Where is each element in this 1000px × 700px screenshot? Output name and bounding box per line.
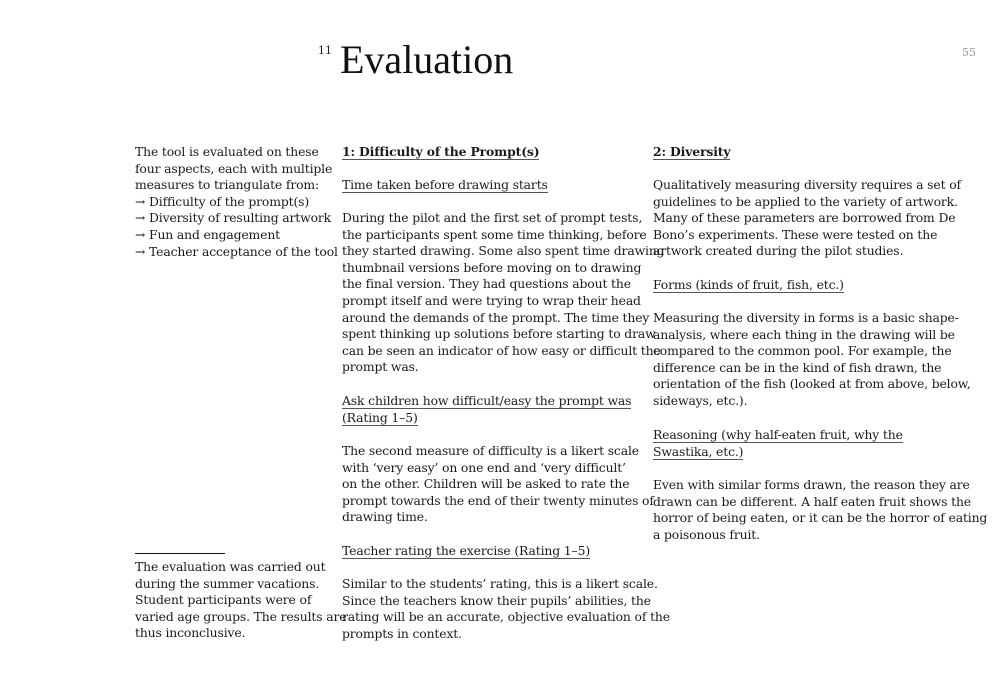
text-line: can be seen an indicator of how easy or difficult the <box>342 342 661 358</box>
text-line: drawing time. <box>342 509 428 525</box>
footnote-divider <box>135 553 225 554</box>
diversity-heading <box>653 144 730 161</box>
text-line: during the summer vacations. <box>135 575 320 591</box>
text-line: horror of being eaten, or it can be the horror of eating <box>653 510 988 526</box>
text-line: guidelines to be applied to the variety of artwork. <box>653 193 958 209</box>
section-heading: 2: Diversity <box>653 144 731 159</box>
text-line: orientation of the fish (looked at from above, below, <box>653 376 971 392</box>
text-line: The tool is evaluated on these <box>135 144 319 159</box>
page-title: Evaluation <box>340 37 514 82</box>
text-line: with ‘very easy’ on one end and ‘very difficult’ <box>342 459 626 475</box>
subheading-line: Reasoning (why half-eaten fruit, why the <box>653 427 903 442</box>
section-heading: 1: Difficulty of the Prompt(s) <box>342 144 540 159</box>
difficulty-heading <box>342 144 539 161</box>
time-subheading <box>342 177 548 194</box>
text-line: sideways, etc.). <box>653 392 748 408</box>
ask-subheading <box>342 393 631 426</box>
time-paragraph <box>342 210 664 376</box>
text-line: artwork created during the pilot studies. <box>653 243 904 259</box>
list-item: → Difficulty of the prompt(s) <box>135 193 310 209</box>
subheading: Forms (kinds of fruit, fish, etc.) <box>653 277 844 292</box>
text-line: Since the teachers know their pupils’ abilities, the <box>342 592 651 608</box>
text-line: Measuring the diversity in forms is a basic shape- <box>653 310 959 325</box>
subheading: Teacher rating the exercise (Rating 1–5) <box>342 543 591 558</box>
text-line: the participants spent some time thinking, before <box>342 226 647 242</box>
text-line: the final version. They had questions about the <box>342 276 631 292</box>
intro-text <box>135 144 338 260</box>
text-line: four aspects, each with multiple <box>135 160 333 176</box>
text-line: Qualitatively measuring diversity requires a set of <box>653 177 961 192</box>
text-line: Even with similar forms drawn, the reason they are <box>653 477 970 492</box>
text-line: varied age groups. The results are <box>135 608 347 624</box>
list-item: → Fun and engagement <box>135 226 280 242</box>
text-line: on the other. Children will be asked to rate the <box>342 476 630 492</box>
subheading-line: (Rating 1–5) <box>342 409 418 425</box>
text-line: The evaluation was carried out <box>135 559 326 574</box>
text-line: analysis, where each thing in the drawing will be <box>653 326 955 342</box>
list-item: → Teacher acceptance of the tool <box>135 243 338 259</box>
text-line: measures to triangulate from: <box>135 177 320 193</box>
reasoning-subheading <box>653 427 903 460</box>
reasoning-paragraph <box>653 477 987 543</box>
text-line: thus inconclusive. <box>135 625 246 641</box>
forms-subheading <box>653 277 844 294</box>
text-line: During the pilot and the first set of prompt tests, <box>342 210 643 225</box>
subheading: Time taken before drawing starts <box>342 177 548 192</box>
text-line: Many of these parameters are borrowed from De <box>653 210 956 226</box>
subheading-line: Swastika, etc.) <box>653 443 744 459</box>
list-item: → Diversity of resulting artwork <box>135 210 332 226</box>
teacher-paragraph <box>342 576 670 642</box>
page-number: 55 <box>962 46 976 59</box>
text-line: The second measure of difficulty is a likert scale <box>342 443 639 458</box>
text-line: compared to the common pool. For example, the <box>653 343 952 359</box>
subheading-line: Ask children how difficult/easy the prompt was <box>342 393 632 408</box>
text-line: Student participants were of <box>135 592 312 608</box>
diversity-intro <box>653 177 961 260</box>
text-line: prompt was. <box>342 359 419 375</box>
chapter-number: 11 <box>318 44 332 57</box>
text-line: a poisonous fruit. <box>653 526 760 542</box>
text-line: spent thinking up solutions before starting to draw <box>342 326 656 342</box>
text-line: Similar to the students’ rating, this is a likert scale. <box>342 576 658 591</box>
footnote-text <box>135 559 346 642</box>
forms-paragraph <box>653 310 971 410</box>
text-line: around the demands of the prompt. The time they <box>342 309 650 325</box>
text-line: prompt towards the end of their twenty minutes of <box>342 492 654 508</box>
ask-paragraph <box>342 443 654 526</box>
text-line: prompts in context. <box>342 625 462 641</box>
text-line: they started drawing. Some also spent time drawing <box>342 243 665 259</box>
text-line: thumbnail versions before moving on to drawing <box>342 259 642 275</box>
text-line: rating will be an accurate, objective evaluation of the <box>342 609 670 625</box>
teacher-subheading <box>342 543 590 560</box>
text-line: Bono’s experiments. These were tested on the <box>653 226 938 242</box>
text-line: drawn can be different. A half eaten fruit shows the <box>653 493 971 509</box>
text-line: prompt itself and were trying to wrap their head <box>342 292 641 308</box>
text-line: difference can be in the kind of fish drawn, the <box>653 359 942 375</box>
